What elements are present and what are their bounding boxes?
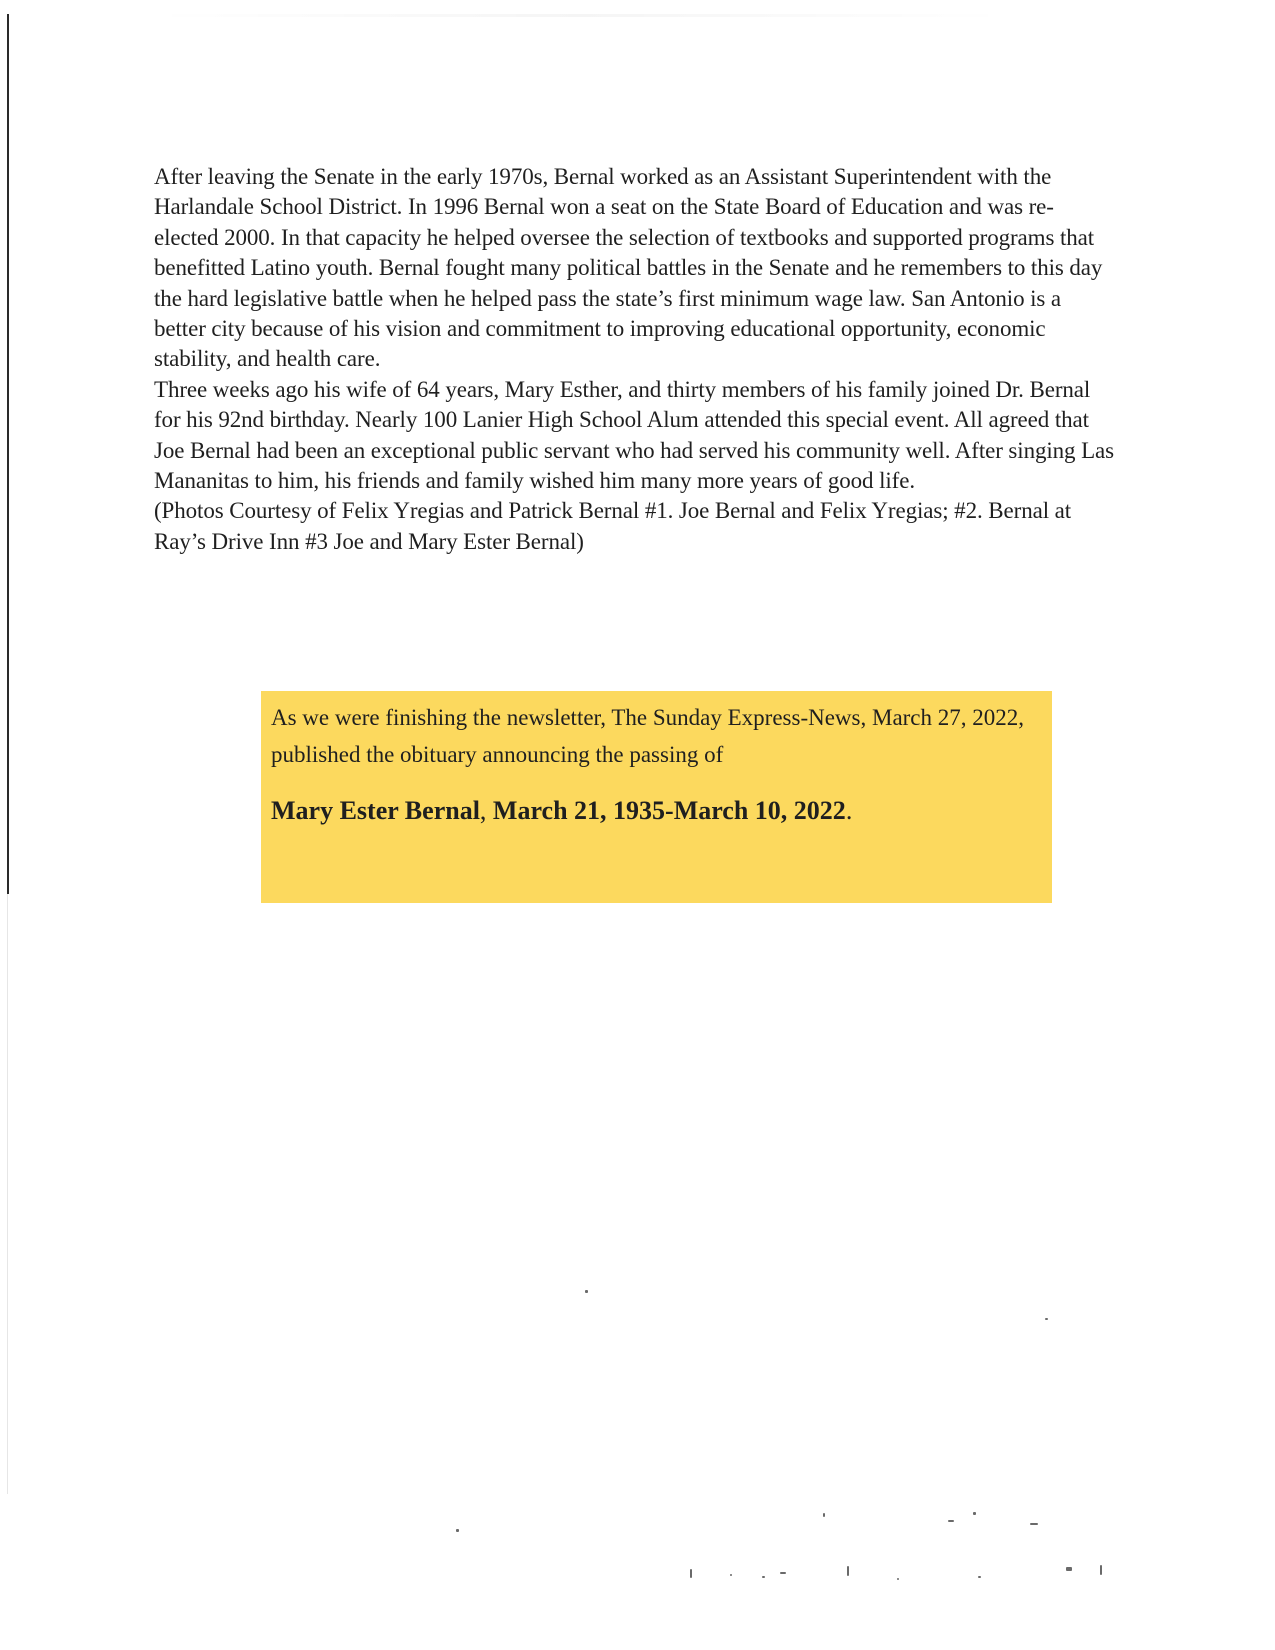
scan-speck (847, 1566, 849, 1576)
scan-edge-line-faint (7, 894, 8, 1494)
scan-speck (690, 1569, 692, 1578)
obituary-notice-intro: As we were finishing the newsletter, The Sunday Express-News, March 27, 2022, published the obituary announcing the passing of (271, 705, 1025, 767)
obituary-end-mark: . (845, 796, 853, 825)
scan-speck (585, 1290, 588, 1293)
scan-edge-line (7, 14, 9, 894)
obituary-notice-headline (271, 795, 1042, 827)
article-body (154, 162, 1114, 557)
scan-speck (823, 1513, 825, 1517)
scan-speck (897, 1578, 899, 1580)
scan-top-shadow (150, 14, 1010, 17)
article-photo-credits: (Photos Courtesy of Felix Yregias and Patrick Bernal #1. Joe Bernal and Felix Yregias; #2. Bernal at Ray’s Drive Inn #3 Joe and Mary Ester Bernal) (154, 498, 1072, 554)
scan-speck (1045, 1318, 1048, 1320)
scan-speck (948, 1520, 954, 1522)
scan-speck (978, 1576, 981, 1578)
scan-speck (730, 1574, 732, 1576)
article-paragraph-career: After leaving the Senate in the early 1970s, Bernal worked as an Assistant Superintendent with the Harlandale School District. In 1996 Bernal won a seat on the State Board of Education and was re-elected 2000. In that capacity he helped oversee the selection of textbooks and supported programs that benefitted Latino youth. Bernal fought many political battles in the Senate and he remembers to this day the hard legislative battle when he helped pass the state’s first minimum wage law. San Antonio is a better city because of his vision and commitment to improving educational opportunity, economic stability, and health care. (154, 164, 1103, 372)
scan-speck (762, 1576, 765, 1578)
scan-speck (973, 1512, 976, 1515)
obituary-separator: , (479, 796, 493, 825)
article-paragraph-birthday: Three weeks ago his wife of 64 years, Mary Esther, and thirty members of his family joined Dr. Bernal for his 92nd birthday. Nearly 100 Lanier High School Alum attended this special event. All agreed that Joe Bernal had been an exceptional public servant who had served his community well. After singing Las Mananitas to him, his friends and family wished him many more years of good life. (154, 376, 1115, 494)
obituary-name: Mary Ester Bernal (271, 796, 480, 825)
obituary-dates: March 21, 1935-March 10, 2022 (492, 796, 846, 825)
scan-speck (1030, 1523, 1038, 1525)
scan-speck (1100, 1565, 1102, 1575)
obituary-notice-box (261, 691, 1052, 903)
scan-speck (780, 1572, 786, 1574)
scan-speck (456, 1529, 459, 1532)
scan-speck (1066, 1567, 1072, 1571)
